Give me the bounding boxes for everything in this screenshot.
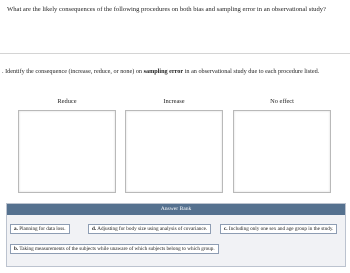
answer-chip-letter: c. <box>224 226 228 232</box>
answer-chip-d[interactable] <box>88 224 211 234</box>
column-header-reduce: Reduce <box>57 98 77 105</box>
answer-chip-text: Taking measurements of the subjects while unaware of which subjects belong to which group. <box>19 246 215 252</box>
answer-chip-c[interactable] <box>220 224 337 234</box>
drop-zone-reduce[interactable] <box>18 110 116 193</box>
answer-chip-letter: a. <box>14 226 18 232</box>
answer-chip-letter: b. <box>14 246 19 252</box>
question-text: What are the likely consequences of the following procedures on both bias and sampling error in an observational study? <box>7 6 326 13</box>
column-header-increase: Increase <box>163 98 185 105</box>
section-divider <box>0 53 350 54</box>
answer-chip-a[interactable] <box>10 224 70 234</box>
answer-chip-b[interactable] <box>10 244 219 254</box>
instruction-bold: sampling error <box>143 68 184 75</box>
answer-chip-text: Planning for data loss. <box>19 226 66 232</box>
column-header-no-effect: No effect <box>270 98 294 105</box>
drop-zone-no-effect[interactable] <box>233 110 331 193</box>
instruction-suffix: in an observational study due to each procedure listed. <box>183 68 320 75</box>
instruction-text <box>2 68 350 76</box>
answer-chip-text: Including only one sex and age group in the study. <box>228 226 334 232</box>
answer-bank <box>6 203 346 267</box>
answer-chip-letter: d. <box>92 226 97 232</box>
answer-bank-title: Answer Bank <box>7 204 345 215</box>
answer-chip-text: Adjusting for body size using analysis of covariance. <box>97 226 208 232</box>
instruction-prefix: . Identify the consequence (increase, reduce, or none) on <box>2 68 144 75</box>
drop-zone-increase[interactable] <box>125 110 223 193</box>
